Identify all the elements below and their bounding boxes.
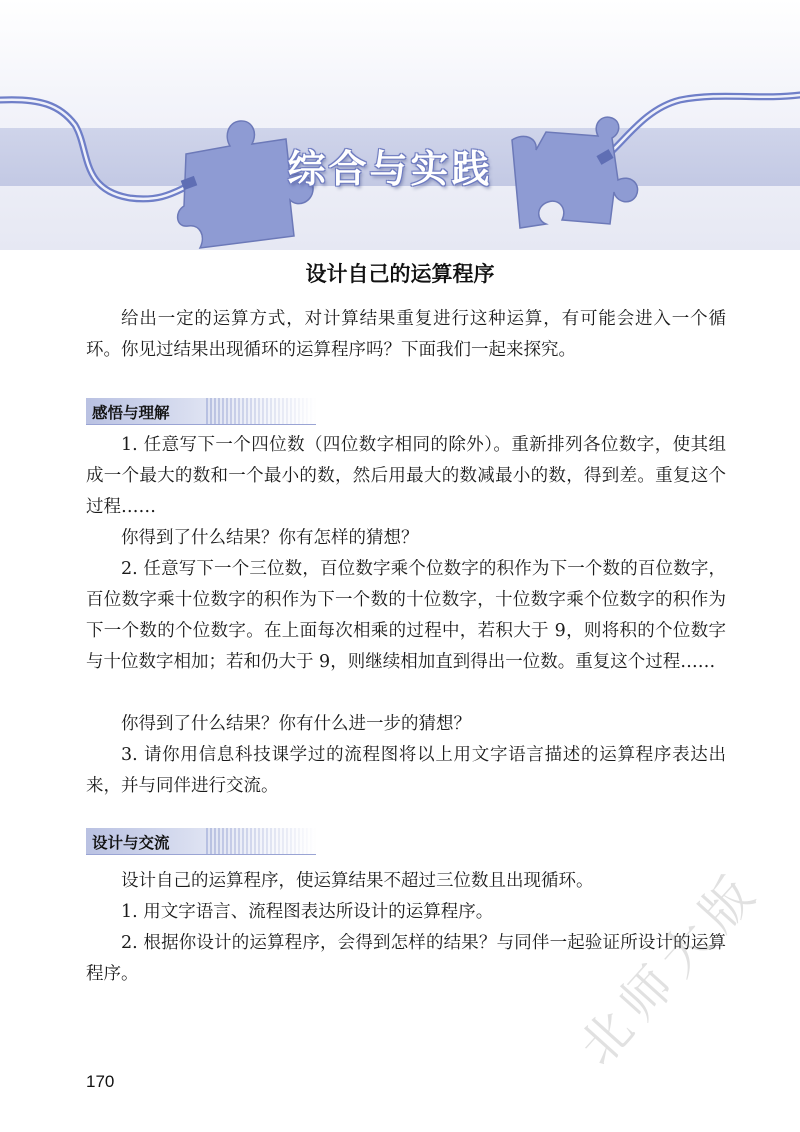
question-2: 你得到了什么结果？你有什么进一步的猜想？ (121, 714, 471, 734)
item-2: 2. 任意写下一个三位数，百位数字乘个位数字的积作为下一个数的百位数字，百位数字乘十位数字的积作为下一个数的十位数字，十位数字乘个位数字的积作为下一个数的个位数字。在上面每次相乘的过程中，若积大于 9，则将积的个位数字与十位数字相加；若和仍大于 9，则继续相加直到得出一位数。重复这个过程…… (86, 559, 726, 672)
heading-bar-design (86, 828, 316, 855)
design-item-1: 1. 用文字语言、流程图表达所设计的运算程序。 (121, 902, 494, 922)
heading-bar-understanding (86, 398, 316, 425)
question-1: 你得到了什么结果？你有怎样的猜想？ (121, 528, 419, 548)
design-intro: 设计自己的运算程序，使运算结果不超过三位数且出现循环。 (121, 871, 594, 891)
item-1: 1. 任意写下一个四位数（四位数字相同的除外）。重新排列各位数字，使其组成一个最大的数和一个最小的数，然后用最大的数减最小的数，得到差。重复这个过程…… (86, 435, 726, 517)
heading-understanding: 感悟与理解 (92, 404, 170, 422)
heading-bar-stripes (206, 828, 316, 854)
banner-graphics (0, 0, 800, 250)
heading-design: 设计与交流 (92, 834, 170, 852)
design-item-2: 2. 根据你设计的运算程序，会得到怎样的结果？与同伴一起验证所设计的运算程序。 (86, 933, 726, 984)
watermark: 北师大版 (568, 859, 772, 1077)
page-number: 170 (86, 1072, 115, 1091)
intro-paragraph: 给出一定的运算方式，对计算结果重复进行这种运算，有可能会进入一个循环。你见过结果出现循环的运算程序吗？下面我们一起来探究。 (86, 309, 726, 360)
section-title: 设计自己的运算程序 (305, 262, 495, 286)
banner (0, 0, 800, 250)
heading-bar-stripes (206, 398, 316, 424)
banner-title: 综合与实践 (287, 146, 493, 191)
item-3: 3. 请你用信息科技课学过的流程图将以上用文字语言描述的运算程序表达出来，并与同伴进行交流。 (86, 745, 726, 796)
